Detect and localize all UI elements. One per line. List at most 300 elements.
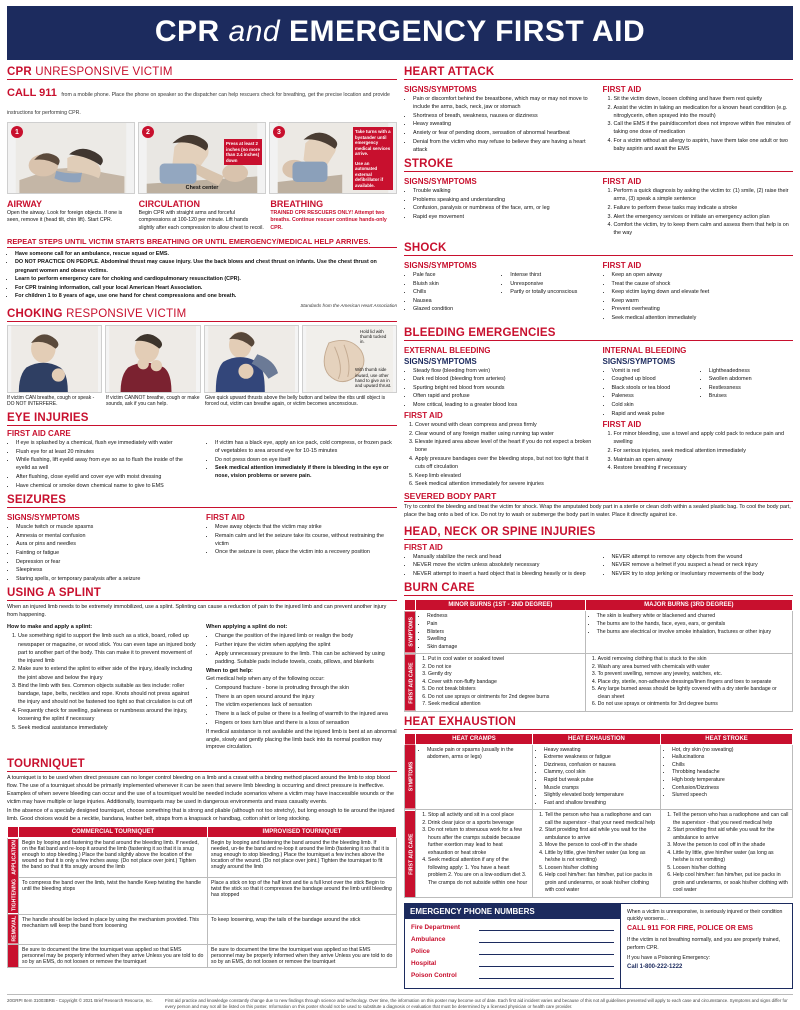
- list-item: • Cold skin: [612, 401, 696, 409]
- seizures-sx-label: SIGNS/SYMPTOMS: [7, 513, 80, 523]
- list-item: 4. Apply pressure bandages over the bleeding stops, but not too tight that it cuts off circulation: [415, 455, 595, 471]
- list-item: • Slurred speech: [672, 792, 789, 800]
- list-item: • Problems speaking and understanding: [413, 196, 595, 204]
- tourniquet-col-1: COMMERCIAL TOURNIQUET: [19, 827, 208, 838]
- list-item: • The burns are electrical or involve smoke inhalation, fractures or other injury: [597, 629, 789, 637]
- tourniquet-cell-3-2: Be sure to document the time the tourniquet was applied so that EMS personnel may be properly informed when they arrive Unless you are told to do so by an EMS, do not loosen or remove the tourniquet: [208, 945, 397, 968]
- list-item: 4. For a victim without an allergy to aspirin, have them take one adult or two baby aspirin and await the EMS: [614, 137, 794, 153]
- call-911-label: CALL 911: [7, 87, 57, 99]
- call-911-line: [7, 83, 397, 119]
- phone-input-fire[interactable]: [479, 923, 614, 931]
- list-item: • Keep an open airway: [612, 271, 794, 279]
- list-item: • Staring spells, or temporary paralysis after a seizure: [16, 575, 198, 583]
- burn-firstaid-minor: [416, 654, 586, 712]
- bleeding-ext-fa-label: FIRST AID: [404, 411, 443, 421]
- right-column: [404, 66, 793, 989]
- heat-symptoms-cramps: [416, 744, 533, 809]
- cpr-step-1-illustration: [8, 123, 134, 193]
- heat-firstaid-cramps-list: [428, 812, 529, 887]
- choking-captions: [7, 393, 397, 409]
- section-burn-care: [404, 582, 793, 711]
- list-item: • DO NOT PRACTICE ON PEOPLE. Abdominal thrust may cause injury. Use the back blows and chest thrust on infants. Use the chest thrust on pregnant women and obese victims.: [15, 258, 397, 274]
- list-item: 2. For serious injuries, seek medical attention immediately: [614, 447, 794, 455]
- choking-figure-3: [204, 325, 299, 393]
- choking-illustration-1: [8, 326, 101, 392]
- list-item: 5. Seek medical assistance immediately: [18, 724, 198, 732]
- list-item: • Dark red blood (bleeding from arteries): [413, 375, 595, 383]
- phone-row-poison[interactable]: [411, 971, 614, 979]
- eye-title: EYE INJURIES: [7, 412, 397, 426]
- list-item: • Keep warm: [612, 297, 794, 305]
- list-item: 2. Do not ice: [428, 664, 582, 672]
- severed-body-part-text: Try to control the bleeding and treat the victim for shock. Wrap the amputated body part in a sterile or clean cloth within a sealed plastic bag. To cool the body part, place the bag onto a bed of ice. Do not try to wash or submerge the body part in water. Place it directly against ice.: [404, 504, 791, 518]
- list-item: 6. Help cool him/her: fan him/her, put ice packs in groin and underarms, or soak his/her clothing with cool water: [545, 872, 657, 895]
- cpr-title: [7, 66, 397, 80]
- bleeding-int-sx-label: SIGNS/SYMPTOMS: [602, 356, 676, 366]
- call-911-text: from a mobile phone. Place the phone on speaker so the dispatcher can help rescuers check for breathing, get the precise location and provide instructions for performing CPR.: [7, 92, 390, 116]
- cpr-step-3: [269, 122, 397, 194]
- heart-attack-fa-list: [614, 95, 794, 153]
- cpr-step-2-number: 2: [142, 126, 154, 138]
- list-item: 1. Cover wound with clean compress and press firmly: [415, 421, 595, 429]
- list-item: • Rapid and weak pulse: [612, 410, 696, 418]
- shock-sx-label: SIGNS/SYMPTOMS: [404, 260, 477, 270]
- list-item: 4. Cover with non-fluffy bandage: [428, 679, 582, 687]
- list-item: 4. Place dry, sterile, non-adhesive dressings/linen fingers and toes to separate: [598, 679, 789, 687]
- list-item: • Aura or pins and needles: [16, 540, 198, 548]
- phone-call-911-line: CALL 911 FOR FIRE, POLICE OR EMS: [627, 925, 753, 933]
- cpr-airway: [7, 199, 134, 232]
- burn-care-title: BURN CARE: [404, 582, 793, 596]
- phone-input-poison[interactable]: [479, 971, 614, 979]
- list-item: • Fast and shallow breathing: [544, 800, 657, 808]
- list-item: • Keep victim laying down and elevate feet: [612, 288, 794, 296]
- choking-caption-1: If victim CAN breathe, cough or speak - DO NOT INTERFERE.: [7, 394, 95, 408]
- bleeding-external-label: EXTERNAL BLEEDING: [404, 345, 491, 355]
- heart-attack-fa-label: FIRST AID: [602, 85, 642, 94]
- list-item: 1. Put in cool water or soaked towel: [428, 656, 582, 664]
- seizures-fa-label: FIRST AID: [206, 513, 245, 523]
- cpr-step-1: [7, 122, 135, 194]
- list-item: 4. Frequently check for swelling, paleness or numbness around the injury, loosening the splint if necessary: [18, 707, 198, 723]
- choking-figure-2: [105, 325, 200, 393]
- tourniquet-table: [7, 826, 397, 968]
- heat-col-exhaustion: HEAT EXHAUSTION: [532, 733, 660, 744]
- tourniquet-cell-0-1: Begin by looping and fastening the band around the bleeding limb. If needed, on the flat band and re-loop it around the limb (fastening it so that it is snug enough to stop bleeding.) Place the band slightly above the location of the wound so that it is only a few inches away. (Do not place over joint.) Tighten the band so that it fits snugly around the limb: [19, 838, 208, 878]
- tourniquet-intro-1: A tourniquet is to be used when direct pressure can no longer control bleeding on a limb and a cravat with a binding method placed around the limb to stop blood flow. The use of a tourniquet should be primarily implemented whenever it can be seen that severe limb bleeding is occurring and direct pressure is ineffective. Examples of when severe bleeding can occur and the use of a tourniquet would be needed include scenarios where a victim may have inaccessible wounds or the victim may have multiple or large injuries. Additionally, tourniquets may be used in dangerous environments and mass casualty events.: [7, 775, 394, 805]
- section-bleeding: [404, 327, 793, 520]
- list-item: • Lightheadedness: [709, 367, 793, 375]
- burn-firstaid-major-list: [598, 656, 789, 709]
- list-item: • Change the position of the injured limb or realign the body: [215, 632, 397, 640]
- list-item: • Steady flow (bleeding from vein): [413, 367, 595, 375]
- burn-symptoms-minor: [416, 611, 586, 654]
- burn-symptoms-major: [585, 611, 792, 654]
- list-item: • Slightly elevated body temperature: [544, 792, 657, 800]
- table-row: [405, 654, 793, 712]
- stroke-sx-label: SIGNS/SYMPTOMS: [404, 177, 477, 187]
- list-item: • Manually stabilize the neck and head: [413, 553, 595, 561]
- shock-fa-list: [612, 271, 794, 322]
- list-item: • Often rapid and profuse: [413, 392, 595, 400]
- choking-caption-2: If victim CANNOT breathe, cough or make sounds, ask if you can help.: [106, 394, 200, 408]
- table-row: [8, 945, 397, 968]
- heat-col-cramps: HEAT CRAMPS: [416, 733, 533, 744]
- list-item: 3. Bind the limb with ties. Common objects suitable as ties include: roller bandage, tape, belts, neckties and rope. Knots should not press against the injury and should not be fastened too tight so that circulation is cut off: [18, 682, 198, 706]
- head-neck-columns: [404, 553, 793, 579]
- list-item: • If victim has a black eye, apply an ice pack, cold compress, or frozen pack of vegetables to area around eye for 10-15 minutes: [215, 439, 397, 455]
- choking-title-strong: CHOKING: [7, 307, 63, 320]
- phone-row-police[interactable]: [411, 947, 614, 955]
- list-item: • Learn to perform emergency care for choking and cardiopulmonary resuscitation (CPR).: [15, 275, 397, 283]
- heat-firstaid-stroke-list: [673, 812, 789, 895]
- list-item: • Pain or discomfort behind the breastbone, which may or may not move to include the arms, back, neck, jaw or stomach: [413, 95, 595, 111]
- section-seizures: [7, 494, 397, 583]
- list-item: • Rapid but weak pulse: [544, 777, 657, 785]
- list-item: • The victim experiences lack of sensation: [215, 701, 397, 709]
- bleeding-ext-sx-list: [413, 367, 595, 410]
- choking-figure-1: [7, 325, 102, 393]
- cpr-step-2: [138, 122, 266, 194]
- list-item: • After flushing, close eyelid and cover eye with moist dressing: [16, 473, 198, 481]
- tourniquet-row-label-2: REMOVAL: [8, 914, 19, 945]
- stroke-fa-label: FIRST AID: [602, 177, 642, 187]
- list-item: 3. Alert the emergency services or initiate an emergency action plan: [614, 213, 794, 221]
- list-item: • Chills: [413, 288, 497, 296]
- heat-row-label-first-aid: FIRST AID CARE: [405, 810, 416, 898]
- list-item: • Throbbing headache: [672, 769, 789, 777]
- tourniquet-title: TOURNIQUET: [7, 758, 397, 772]
- list-item: • Muscle twitch or muscle spasms: [16, 523, 198, 531]
- list-item: 4. Little by little, give him/her water (as long as he/she is not vomiting): [673, 850, 789, 865]
- section-choking: [7, 308, 397, 409]
- table-row: [405, 611, 793, 654]
- choking-title-thin: RESPONSIVE VICTIM: [66, 307, 187, 320]
- list-item: 6. Do not use sprays or ointments for 3rd degree burns: [598, 701, 789, 709]
- list-item: • Do not press down on eye itself: [215, 456, 397, 464]
- eye-lists: [7, 439, 397, 490]
- list-item: 5. Keep limb elevated: [415, 472, 595, 480]
- title-part-1: CPR: [154, 15, 220, 48]
- list-item: • More critical, leading to a greater blood loss: [413, 401, 595, 409]
- list-item: • Chills: [672, 762, 789, 770]
- list-item: • Once the seizure is over, place the victim into a recovery position: [215, 548, 397, 556]
- tourniquet-cell-2-2: To keep loosening, wrap the tails of the bandage around the stick: [208, 914, 397, 945]
- table-header-row: [405, 600, 793, 611]
- heart-attack-columns: [404, 83, 793, 154]
- phone-note-intro: When a victim is unresponsive, is seriously injured or their condition quickly worsens...: [627, 908, 783, 923]
- list-item: • Restlessness: [709, 384, 793, 392]
- list-item: 4. Seek medical attention if any of the following apply: 1. You have a heart problem 2. You are on a low-sodium diet 3. The cramps do not subside within one hour: [428, 857, 529, 887]
- list-item: • Seek medical attention immediately if there is bleeding in the eye or nose, vision problems or severe pain.: [215, 464, 397, 480]
- burn-symptoms-minor-list: [427, 613, 582, 651]
- splint-gethelp-list: [215, 684, 397, 727]
- heat-title: HEAT EXHAUSTION: [404, 716, 793, 730]
- choking-note-top: Hold lid with thumb tucked in.: [360, 328, 387, 345]
- list-item: • Compound fracture - bone is protruding through the skin: [215, 684, 397, 692]
- list-item: 4. Comfort the victim, try to keep them calm and assess them that help is on the way: [614, 221, 794, 237]
- burn-firstaid-minor-list: [428, 656, 582, 709]
- list-item: • Vomit is red: [612, 367, 696, 375]
- bleeding-internal-label: INTERNAL BLEEDING: [602, 345, 687, 355]
- heat-firstaid-exhaustion: [532, 810, 660, 898]
- list-item: • Have chemical or smoke down chemical name to give to EMS: [16, 482, 198, 490]
- eye-list-left: [16, 439, 198, 490]
- bleeding-title: BLEEDING EMERGENCIES: [404, 327, 793, 341]
- section-heat-exhaustion: [404, 716, 793, 898]
- list-item: 6. Do not use sprays or ointments for 2nd degree burns: [428, 694, 582, 702]
- list-item: • Apply unnecessary pressure to the limb. This can be achieved by using padding. Suitable pads include towels, coats, pillows, and blankets: [215, 650, 397, 666]
- list-item: • Intense thirst: [510, 271, 594, 279]
- list-item: • Trouble walking: [413, 187, 595, 195]
- splint-gethelp-label: When to get help:: [206, 667, 253, 674]
- stroke-columns: [404, 175, 793, 238]
- list-item: • Depression or fear: [16, 558, 198, 566]
- bleeding-int-sx-list-2: [709, 367, 793, 419]
- splint-gethelp-text: Get medical help when any of the following occur:: [206, 676, 325, 683]
- stroke-title: STROKE: [404, 158, 793, 172]
- list-item: • Pain: [427, 621, 582, 629]
- heat-symptoms-stroke: [661, 744, 793, 809]
- phone-poison-label: If you have a Poisoning Emergency:: [627, 955, 711, 962]
- list-item: • NEVER attempt to insert a hard object that is bleeding heavily or is deep: [413, 570, 595, 578]
- stroke-sx-list: [413, 187, 595, 221]
- list-item: • Heavy sweating: [413, 120, 595, 128]
- list-item: 1. Use something rigid to support the limb such as a stick, board, rolled up newspaper or magazine, or wood stick. You can even tape an injured body part to another part of the body. This can make it to prevent movement of the injured limb: [18, 632, 198, 664]
- list-item: 3. Move the person to cool-off in the shade: [545, 842, 657, 850]
- phone-row-fire[interactable]: [411, 923, 614, 931]
- shock-sx-list-2: [510, 271, 594, 314]
- seizures-fa-list: [215, 523, 397, 556]
- list-item: • Clammy, cool skin: [544, 769, 657, 777]
- poster-header: [7, 6, 793, 60]
- cpr-airway-body: Open the airway. Look for foreign objects. If one is seen, remove it (head tilt, chin lift). Start CPR.: [7, 210, 123, 224]
- choking-figures: [7, 325, 397, 393]
- list-item: • Flush eye for at least 20 minutes: [16, 448, 198, 456]
- phone-row-ambulance[interactable]: [411, 935, 614, 943]
- table-header-row: [405, 733, 793, 744]
- list-item: 6. Help cool him/her: fan him/her, put ice packs in groin and underarms, or soak his/her clothing with cool water: [673, 872, 789, 895]
- cpr-title-thin: UNRESPONSIVE VICTIM: [35, 66, 173, 78]
- list-item: 1. Stop all activity and sit in a cool place: [428, 812, 529, 820]
- splint-columns: [7, 622, 397, 754]
- phone-row-hospital[interactable]: [411, 959, 614, 967]
- list-item: 2. Assist the victim in taking an medication for a known heart condition (e.g. nitroglycerin, often sprayed into the mouth): [614, 104, 794, 120]
- footer-disclaimer: First aid practice and knowledge constantly change due to new findings through science and technology. Over time, the information on this poster may become out of date. Each first aid incident varies and because of this not all guidelines presented will apply to each case and circumstance. Symptoms and signs differ for every person and may not all be listed on this poster. Information on this poster should not be used to substitute a diagnosis or evaluation that must be determined by a licensed physician or health care provider.: [165, 997, 788, 1010]
- heart-attack-sx-label: SIGNS/SYMPTOMS: [404, 85, 477, 94]
- list-item: 1. Avoid removing clothing that is stuck to the skin: [598, 656, 789, 664]
- bleeding-ext-sx-label: SIGNS/SYMPTOMS: [404, 356, 477, 366]
- list-item: 2. Start providing first aid while you wait for the ambulance to arrive: [545, 827, 657, 842]
- phone-input-police[interactable]: [479, 947, 614, 955]
- list-item: • Denial from the victim who may refuse to believe they are having a heart attack: [413, 138, 595, 154]
- list-item: • Glazed condition: [413, 305, 497, 313]
- list-item: 3. Gently dry: [428, 671, 582, 679]
- list-item: • High body temperature: [672, 777, 789, 785]
- bleeding-columns: [404, 344, 793, 489]
- burn-col-1: MINOR BURNS (1ST - 2ND DEGREE): [416, 600, 586, 611]
- burn-row-label-symptoms: SYMPTOMS: [405, 611, 416, 654]
- cpr-step-2-note: Press at least 2 inches (no more than 2.4 inches) down: [224, 139, 262, 165]
- tourniquet-intro-2: In the absence of a specially designed tourniquet, choose something that is strong and pliable (although not too stretchy), but long enough to tie around the injured limb. Good choices would be a necktie, bandana, leather belt, straps from a knapsack or handbag, cotton shirt or long stocking.: [7, 808, 395, 823]
- tourniquet-col-2: IMPROVISED TOURNIQUET: [208, 827, 397, 838]
- list-item: 5. Loosen his/her clothing: [673, 865, 789, 873]
- list-item: 3. To prevent swelling, remove any jewelry, watches, etc.: [598, 671, 789, 679]
- poster-footer: [7, 994, 793, 1010]
- cpr-breathing-title: BREATHING: [270, 199, 324, 209]
- list-item: • Anxiety or fear of pending doom, sensation of abnormal heartbeat: [413, 129, 595, 137]
- list-item: • NEVER try to stop jerking or involuntary movements of the body: [612, 570, 794, 578]
- list-item: 7. Seek medical attention: [428, 701, 582, 709]
- list-item: 3. Elevate injured area above level of the heart if you do not expect a broken bone: [415, 438, 595, 454]
- list-item: • Nausea: [413, 297, 497, 305]
- heart-attack-title: HEART ATTACK: [404, 66, 793, 80]
- stroke-fa-list: [614, 187, 794, 237]
- cpr-breathing-body: TRAINED CPR RESCUERS ONLY! Attempt two breaths. Continue rescuer continue hands-only CPR.: [270, 210, 387, 231]
- list-item: • Spurting bright red blood from wounds: [413, 384, 595, 392]
- cpr-step-3-note-top: Take turns with a bystander until emergency medical services arrive.: [353, 127, 393, 159]
- footer-copyright: 20GRPI Item 31003BRB - Copyright © 2021 Brief Research Resource, Inc.: [7, 997, 153, 1003]
- head-neck-fa-label: FIRST AID: [404, 542, 443, 552]
- list-item: • Prevent overheating: [612, 305, 794, 313]
- cpr-step-3-note-bottom: Use an automated external defibrillator if available.: [353, 159, 393, 191]
- phone-input-ambulance[interactable]: [479, 935, 614, 943]
- list-item: 6. Seek medical attention immediately for severe injuries: [415, 480, 595, 488]
- shock-fa-label: FIRST AID: [602, 260, 642, 270]
- list-item: 2. Clear wound of any foreign matter using running tap water: [415, 430, 595, 438]
- list-item: 1. For minor bleeding, use a towel and apply cold pack to reduce pain and swelling: [614, 430, 794, 446]
- list-item: • Muscle cramps: [544, 785, 657, 793]
- cpr-step-2-caption: Chest center: [185, 185, 219, 191]
- list-item: • Unresponsive: [510, 280, 594, 288]
- head-neck-list-1: [413, 553, 595, 578]
- bleeding-ext-fa-list: [415, 421, 595, 488]
- list-item: 2. Failure to perform these tasks may indicate a stroke: [614, 204, 794, 212]
- list-item: • Hot, dry skin (no sweating): [672, 747, 789, 755]
- tourniquet-cell-2-1: The handle should be locked in place by using the mechanism provided. This mechanism will keep the band from loosening: [19, 914, 208, 945]
- bleeding-int-sx-list-1: [612, 367, 696, 419]
- page-title: [7, 15, 793, 49]
- table-row: [405, 744, 793, 809]
- table-row: [8, 838, 397, 878]
- heart-attack-sx-list: [413, 95, 595, 154]
- heat-symptoms-stroke-list: [672, 747, 789, 800]
- burn-col-2: MAJOR BURNS (3RD DEGREE): [585, 600, 792, 611]
- list-item: 5. Any large burned areas should be lightly covered with a dry sterile bandage or clean sheet: [598, 686, 789, 701]
- list-item: • Seek medical attention immediately: [612, 314, 794, 322]
- list-item: • For CPR training information, call your local American Heart Association.: [15, 284, 397, 292]
- list-item: 2. Wash any area burned with chemicals with water: [598, 664, 789, 672]
- list-item: • Swollen abdomen: [709, 375, 793, 383]
- choking-title: [7, 308, 397, 322]
- list-item: 5. Do not break blisters: [428, 686, 582, 694]
- phone-rows: [405, 919, 620, 988]
- phone-right: [620, 904, 792, 988]
- choking-illustration-3: [205, 326, 298, 392]
- list-item: • NEVER attempt to remove any objects from the wound: [612, 553, 794, 561]
- heat-firstaid-exhaustion-list: [545, 812, 657, 895]
- cpr-step-3-number: 3: [273, 126, 285, 138]
- cpr-repeat-block: [7, 237, 397, 308]
- section-cpr: [7, 66, 397, 308]
- list-item: • There is a lack of pulse or there is a feeling of warmth to the injured area: [215, 710, 397, 718]
- shock-title: SHOCK: [404, 242, 793, 256]
- severed-body-part-label: SEVERED BODY PART: [404, 491, 793, 502]
- eye-list-right: [215, 439, 397, 481]
- list-item: • Move away objects that the victim may strike: [215, 523, 397, 531]
- list-item: • Blisters: [427, 629, 582, 637]
- heat-symptoms-exhaustion-list: [544, 747, 657, 807]
- cpr-circulation-body: Begin CPR with straight arms and forceful compressions at 100-120 per minute. Lift hands slightly after each compression to allow chest to recoil.: [138, 210, 264, 231]
- list-item: 2. Drink clear juice or a sports beverage: [428, 820, 529, 828]
- phone-input-hospital[interactable]: [479, 959, 614, 967]
- cpr-circulation-title: CIRCULATION: [138, 199, 200, 209]
- cpr-title-strong: CPR: [7, 66, 32, 78]
- burn-symptoms-major-list: [597, 613, 789, 636]
- list-item: 3. Maintain an open airway: [614, 456, 794, 464]
- splint-how-label: How to make and apply a splint:: [7, 624, 93, 631]
- list-item: 3. Call the EMS if the pain/discomfort does not improve within five minutes of taking one dose of medication: [614, 120, 794, 136]
- cpr-breathing: [270, 199, 397, 232]
- cpr-source-note: Standards from the American Heart Association: [300, 302, 397, 308]
- heat-firstaid-cramps: [416, 810, 533, 898]
- tourniquet-cell-1-2: Place a stick on top of the half knot and tie a full knot over the stick Begin to twist the stick so that it compresses the bandage around the limb until bleeding has stopped: [208, 877, 397, 914]
- phone-label-hospital: Hospital: [411, 959, 437, 967]
- heat-table: [404, 733, 793, 898]
- cpr-circulation: [139, 199, 266, 232]
- list-item: • Skin damage: [427, 644, 582, 652]
- list-item: • Amnesia or mental confusion: [16, 532, 198, 540]
- list-item: • Fainting or fatigue: [16, 549, 198, 557]
- list-item: • NEVER move the victim unless absolutely necessary: [413, 561, 595, 569]
- section-head-neck-spine: [404, 526, 793, 579]
- list-item: • While flushing, lift eyelid away from eye so as to flush the inside of the eyelid as well: [16, 456, 198, 472]
- list-item: • Bluish skin: [413, 280, 497, 288]
- table-row: [8, 877, 397, 914]
- list-item: 3. Do not return to strenuous work for a few hours after the cramps subside because further exertion may lead to heat exhaustion or heat stroke: [428, 827, 529, 857]
- eye-first-aid-label: FIRST AID CARE: [7, 429, 71, 438]
- tourniquet-cell-1-1: To compress the band over the limb, twist the handle Keep twisting the handle until the bleeding stops: [19, 877, 208, 914]
- choking-caption-3: Give quick upward thrusts above the belly button and below the ribs until object is forced out, victim can breathe again, or victim becomes unconscious.: [205, 394, 386, 408]
- list-item: • Rapid eye movement: [413, 213, 595, 221]
- choking-figure-4: [302, 325, 397, 393]
- list-item: • Further injure the victim when applying the splint: [215, 641, 397, 649]
- list-item: • Treat the cause of shock: [612, 280, 794, 288]
- list-item: • Hallucinations: [672, 754, 789, 762]
- list-item: • Pale face: [413, 271, 497, 279]
- phone-label-police: Police: [411, 947, 430, 955]
- head-neck-list-2: [612, 553, 794, 578]
- splint-when-label: When applying a splint do not:: [206, 624, 288, 631]
- splint-when-list: [215, 632, 397, 665]
- list-item: • Coughed up blood: [612, 375, 696, 383]
- heat-col-stroke: HEAT STROKE: [661, 733, 793, 744]
- phone-sub-note: If the victim is not breathing normally, and you are properly trained, perform CPR.: [627, 937, 781, 951]
- list-item: • Shortness of breath, weakness, nausea or dizziness: [413, 112, 595, 120]
- list-item: 1. Sit the victim down, loosen clothing and have them rest quietly: [614, 95, 794, 103]
- emergency-phone-numbers-box: [404, 903, 793, 989]
- phone-label-poison: Poison Control: [411, 971, 457, 979]
- section-tourniquet: [7, 758, 397, 968]
- list-item: 1. Tell the person who has a radiophone and can call the supervisor - that your need medical help: [545, 812, 657, 827]
- choking-note-bottom: With thumb side inward, use other hand to give an in and upward thrust.: [355, 367, 392, 389]
- cpr-repeat-heading: REPEAT STEPS UNTIL VICTIM STARTS BREATHING OR UNTIL EMERGENCY/MEDICAL HELP ARRIVES.: [7, 237, 397, 248]
- list-item: • Redness: [427, 613, 582, 621]
- list-item: 1. Perform a quick diagnosis by asking the victim to: (1) smile, (2) raise their arms, (3) speak a simple sentence: [614, 187, 794, 203]
- poster-columns: [7, 66, 793, 989]
- table-header-row: [8, 827, 397, 838]
- table-row: [405, 810, 793, 898]
